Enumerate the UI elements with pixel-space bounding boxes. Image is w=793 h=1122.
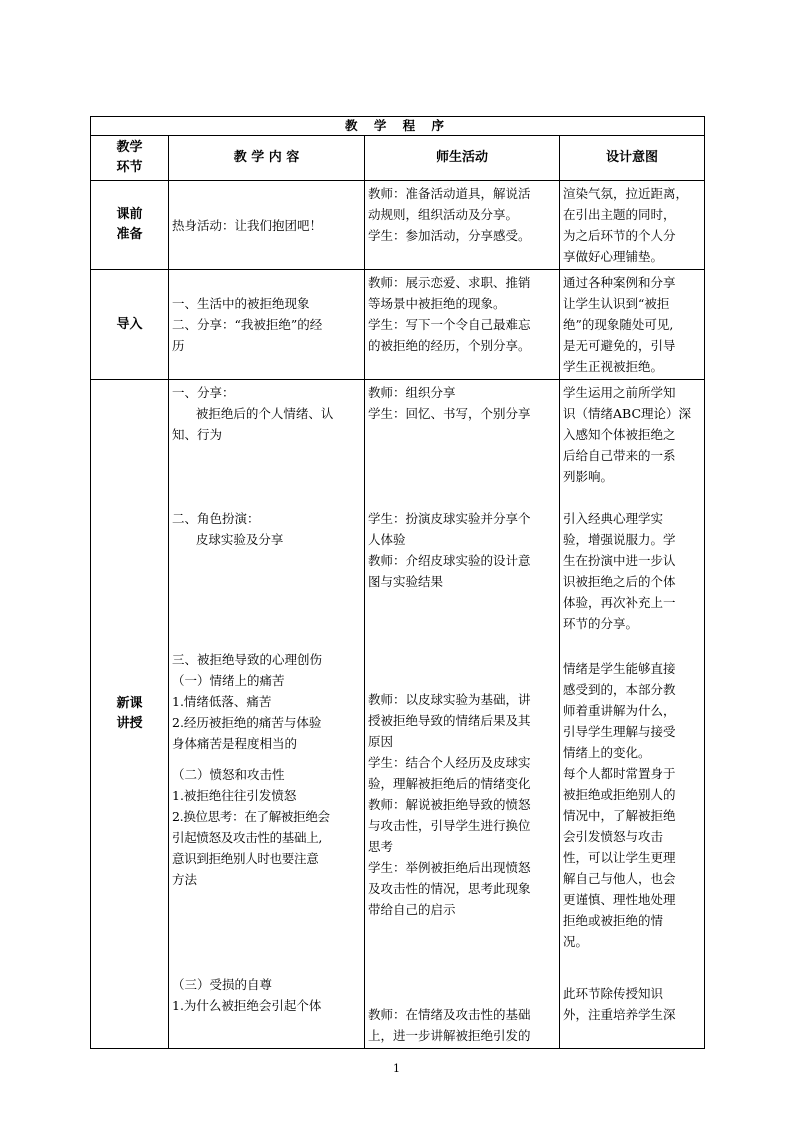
intent-cell-prep xyxy=(560,181,705,270)
content-line: 历 xyxy=(172,338,185,353)
spacer xyxy=(563,952,701,983)
content-cell-intro xyxy=(169,270,365,380)
activity-line: 学生：扮演皮球实验并分享个 xyxy=(368,511,531,526)
activity-cell-intro xyxy=(365,270,560,380)
table-row-prep xyxy=(91,181,705,270)
content-line: 1.被拒绝往往引发愤怒 xyxy=(172,788,297,803)
activity-cell-prep xyxy=(365,181,560,270)
header-row xyxy=(91,136,705,181)
intent-line: 师着重讲解为什么， xyxy=(563,703,676,718)
intent-line: 绝”的现象随处可见, xyxy=(563,317,674,332)
intent-line: 会引发愤怒与攻击 xyxy=(563,829,664,844)
intent-cell-lesson xyxy=(560,380,705,1049)
intent-line: 列影响。 xyxy=(563,469,614,484)
page-number: 1 xyxy=(393,1062,400,1075)
intent-line: 通过各种案例和分享 xyxy=(563,275,676,290)
intent-line: 环节的分享。 xyxy=(563,616,639,631)
content-line: （一）情绪上的痛苦 xyxy=(172,673,285,688)
content-line: 一、生活中的被拒绝现象 xyxy=(172,296,310,311)
header-stage xyxy=(91,136,169,181)
stage-cell-lesson xyxy=(91,380,169,1049)
intent-line: 体验，再次补充上一 xyxy=(563,595,676,610)
content-line: 二、分享：“我被拒绝”的经 xyxy=(172,317,323,332)
intent-line: 在引出主题的同时， xyxy=(563,207,676,222)
stage-label: 课前 xyxy=(116,207,143,222)
intent-line: 学生运用之前所学知 xyxy=(563,385,676,400)
spacer xyxy=(563,634,701,658)
activity-line: 教师：介绍皮球实验的设计意 xyxy=(368,553,531,568)
content-line: （二）愤怒和攻击性 xyxy=(172,767,285,782)
activity-line: 思考 xyxy=(368,839,394,854)
lesson-plan-table xyxy=(90,116,705,1049)
activity-line: 人体验 xyxy=(368,532,406,547)
activity-line: 教师：准备活动道具，解说活 xyxy=(368,186,531,201)
stage-cell-intro: 导入 xyxy=(91,270,169,380)
activity-line: 及攻击性的情况，思考此现象 xyxy=(368,881,531,896)
intent-line: 入感知个体被拒绝之 xyxy=(563,427,676,442)
activity-line: 学生：参加活动，分享感受。 xyxy=(368,228,531,243)
activity-line: 学生：写下一个令自己最难忘 xyxy=(368,317,531,332)
intent-line: 况。 xyxy=(563,934,589,949)
header-stage-line: 环节 xyxy=(116,160,143,175)
intent-line: 每个人都时常置身于 xyxy=(563,766,676,781)
activity-line: 的被拒绝的经历，个别分享。 xyxy=(368,338,531,353)
intent-line: 让学生认识到“被拒 xyxy=(563,296,670,311)
spacer xyxy=(563,487,701,508)
activity-line: 学生：结合个人经历及皮球实 xyxy=(368,755,531,770)
table-title: 教 学 程 序 xyxy=(91,117,705,136)
intent-line: 识被拒绝之后的个体 xyxy=(563,574,676,589)
spacer xyxy=(368,920,556,1004)
intent-line: 感受到的，本部分教 xyxy=(563,682,676,697)
intent-line: 是无可避免的，引导 xyxy=(563,338,676,353)
intent-line: 引导学生理解与接受 xyxy=(563,724,676,739)
spacer xyxy=(172,550,361,649)
lesson-plan-sheet xyxy=(90,116,704,1049)
activity-line: 带给自己的启示 xyxy=(368,902,456,917)
content-line: 意识到拒绝别人时也要注意 xyxy=(172,851,319,866)
spacer xyxy=(172,445,361,508)
stage-cell-prep xyxy=(91,181,169,270)
activity-line: 验，理解被拒绝后的情绪变化 xyxy=(368,776,531,791)
activity-line: 学生：举例被拒绝后出现愤怒 xyxy=(368,860,531,875)
spacer xyxy=(172,890,361,974)
content-cell-lesson xyxy=(169,380,365,1049)
table-row-lesson xyxy=(91,380,705,1049)
content-line: 1.情绪低落、痛苦 xyxy=(172,694,272,709)
content-line: 被拒绝后的个人情绪、认 xyxy=(172,406,334,421)
intent-line: 拒绝或被拒绝的情 xyxy=(563,913,664,928)
activity-line: 教师：展示恋爱、求职、推销 xyxy=(368,275,531,290)
header-stage-line: 教学 xyxy=(116,140,143,155)
spacer xyxy=(172,754,361,764)
content-line: （三）受损的自尊 xyxy=(172,977,273,992)
activity-line: 与攻击性，引导学生进行换位 xyxy=(368,818,531,833)
activity-line: 图与实验结果 xyxy=(368,574,444,589)
header-activity: 师生活动 xyxy=(365,136,560,181)
activity-cell-lesson xyxy=(365,380,560,1049)
intent-line: 学生正视被拒绝。 xyxy=(563,359,664,374)
content-line: 三、被拒绝导致的心理创伤 xyxy=(172,652,323,667)
activity-line: 授被拒绝导致的情绪后果及其 xyxy=(368,713,531,728)
intent-line: 为之后环节的个人分 xyxy=(563,228,676,243)
intent-line: 外，注重培养学生深 xyxy=(563,1007,676,1022)
activity-line: 上，进一步讲解被拒绝引发的 xyxy=(368,1028,531,1043)
intent-line: 识（情绪ABC理论）深 xyxy=(563,406,692,421)
intent-line: 享做好心理铺垫。 xyxy=(563,249,664,264)
activity-line: 等场景中被拒绝的现象。 xyxy=(368,296,506,311)
content-line: 1.为什么被拒绝会引起个体 xyxy=(172,998,322,1013)
content-line: 二、角色扮演： xyxy=(172,511,260,526)
content-cell-prep xyxy=(169,181,365,270)
activity-line: 动规则，组织活动及分享。 xyxy=(368,207,519,222)
stage-label: 讲授 xyxy=(116,716,143,731)
intent-line: 渲染气氛，拉近距离， xyxy=(563,186,689,201)
intent-line: 验，增强说服力。学 xyxy=(563,532,676,547)
content-line: 2.换位思考：在了解被拒绝会 xyxy=(172,809,330,824)
activity-line: 教师：解说被拒绝导致的愤怒 xyxy=(368,797,531,812)
header-intent: 设计意图 xyxy=(560,136,705,181)
intent-line: 后给自己带来的一系 xyxy=(563,448,676,463)
intent-line: 性，可以让学生更理 xyxy=(563,850,676,865)
content-line: 引起愤怒及攻击性的基础上, xyxy=(172,830,323,845)
content-line: 身体痛苦是程度相当的 xyxy=(172,736,298,751)
spacer xyxy=(368,592,556,689)
intent-cell-intro xyxy=(560,270,705,380)
table-row-intro xyxy=(91,270,705,380)
intent-line: 引入经典心理学实 xyxy=(563,511,664,526)
intent-line: 情绪是学生能够直接 xyxy=(563,661,676,676)
content-line: 知、行为 xyxy=(172,427,223,442)
intent-line: 此环节除传授知识 xyxy=(563,986,664,1001)
content-line: 皮球实验及分享 xyxy=(172,532,284,547)
activity-line: 教师：以皮球实验为基础，讲 xyxy=(368,692,531,707)
content-line: 热身活动：让我们抱团吧！ xyxy=(172,217,323,233)
intent-line: 解自己与他人，也会 xyxy=(563,871,676,886)
stage-label: 准备 xyxy=(116,227,143,242)
content-line: 2.经历被拒绝的痛苦与体验 xyxy=(172,715,322,730)
intent-line: 更谨慎、理性地处理 xyxy=(563,892,676,907)
content-line: 一、分享： xyxy=(172,385,235,400)
activity-line: 教师：在情绪及攻击性的基础 xyxy=(368,1007,531,1022)
stage-label: 新课 xyxy=(116,696,143,711)
activity-line: 学生：回忆、书写，个别分享 xyxy=(368,406,531,421)
activity-line: 教师：组织分享 xyxy=(368,385,456,400)
intent-line: 被拒绝或拒绝别人的 xyxy=(563,787,676,802)
intent-line: 情况中，了解被拒绝 xyxy=(563,808,676,823)
content-line: 方法 xyxy=(172,872,198,887)
intent-line: 情绪上的变化。 xyxy=(563,745,651,760)
intent-line: 生在扮演中进一步认 xyxy=(563,553,676,568)
header-content: 教 学 内 容 xyxy=(169,136,365,181)
table-title-row xyxy=(91,117,705,136)
spacer xyxy=(368,424,556,508)
activity-line: 原因 xyxy=(368,734,394,749)
